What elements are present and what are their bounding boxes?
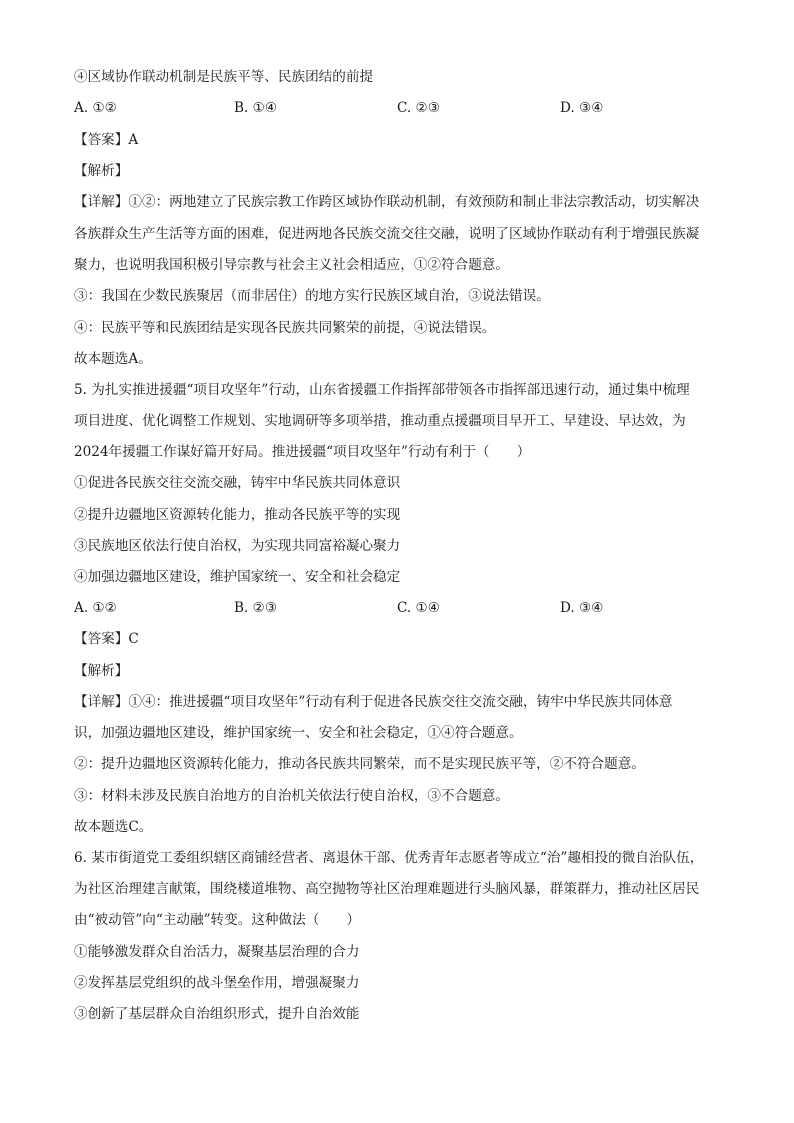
q5-detail-line: ②：提升边疆地区资源转化能力，推动各民族共同繁荣，而不是实现民族平等，②不符合题意。 — [74, 756, 645, 772]
q5-option-d: D. ③④ — [560, 600, 604, 616]
q5-item-4: ④加强边疆地区建设，维护国家统一、安全和社会稳定 — [74, 569, 401, 585]
q5-options — [74, 598, 734, 618]
q5-option-c: C. ①④ — [397, 600, 440, 616]
prev-detail-line: ③：我国在少数民族聚居（而非居住）的地方实行民族区域自治，③说法错误。 — [74, 288, 550, 304]
q5-detail-line: 识，加强边疆地区建设，维护国家统一、安全和社会稳定，①④符合题意。 — [74, 725, 523, 741]
q5-answer: 【答案】C — [74, 631, 139, 647]
prev-conclusion: 故本题选A。 — [74, 351, 152, 367]
q5-detail-line: 【详解】①④：推进援疆“项目攻坚年”行动有利于促进各民族交往交流交融，铸牢中华民族共同体意 — [74, 694, 673, 710]
prev-option-c: C. ②③ — [397, 100, 440, 116]
prev-option-b: B. ①④ — [234, 100, 278, 116]
prev-item-4: ④区域协作联动机制是民族平等、民族团结的前提 — [74, 69, 374, 85]
q5-option-a: A. ①② — [74, 600, 117, 616]
prev-option-d: D. ③④ — [560, 100, 604, 116]
q6-stem-line: 为社区治理建言献策，围绕楼道堆物、高空抛物等社区治理难题进行头脑风暴，群策群力，推动社区居民 — [74, 881, 700, 897]
q5-stem-line: 5. 为扎实推进援疆“项目攻坚年”行动，山东省援疆工作指挥部带领各市指挥部迅速行动，通过集中梳理 — [74, 382, 690, 398]
prev-detail-line: 各族群众生产生活等方面的困难，促进两地各民族交流交往交融，说明了区域协作联动有利于增强民族凝 — [74, 226, 700, 242]
q5-stem-line: 项目进度、优化调整工作规划、实地调研等多项举措，推动重点援疆项目早开工、早建设、早达效，为 — [74, 413, 686, 429]
q6-stem-line: 6. 某市街道党工委组织辖区商铺经营者、离退休干部、优秀青年志愿者等成立“治”趣相投的微自治队伍， — [74, 850, 704, 866]
prev-detail-line: ④：民族平等和民族团结是实现各民族共同繁荣的前提，④说法错误。 — [74, 320, 496, 336]
q5-conclusion: 故本题选C。 — [74, 819, 153, 835]
q6-item-3: ③创新了基层群众自治组织形式，提升自治效能 — [74, 1006, 360, 1022]
q5-item-2: ②提升边疆地区资源转化能力，推动各民族平等的实现 — [74, 507, 401, 523]
prev-detail-line: 【详解】①②：两地建立了民族宗教工作跨区域协作联动机制，有效预防和制止非法宗教活动，切实解决 — [74, 194, 700, 210]
prev-analysis-label: 【解析】 — [74, 163, 129, 179]
q5-option-b: B. ②③ — [234, 600, 278, 616]
q6-item-2: ②发挥基层党组织的战斗堡垒作用，增强凝聚力 — [74, 975, 360, 991]
q5-stem-line: 2024年援疆工作谋好篇开好局。推进援疆“项目攻坚年”行动有利于（ ） — [74, 444, 531, 460]
q5-detail-line: ③：材料未涉及民族自治地方的自治机关依法行使自治权，③不合题意。 — [74, 788, 509, 804]
q5-item-3: ③民族地区依法行使自治权，为实现共同富裕凝心聚力 — [74, 538, 401, 554]
prev-options — [74, 98, 734, 118]
q5-item-1: ①促进各民族交往交流交融，铸牢中华民族共同体意识 — [74, 475, 401, 491]
prev-detail-line: 聚力，也说明我国积极引导宗教与社会主义社会相适应，①②符合题意。 — [74, 257, 509, 273]
q6-stem-line: 由“被动管”向“主动融”转变。这种做法（ ） — [74, 912, 361, 928]
q6-item-1: ①能够激发群众自治活力，凝聚基层治理的合力 — [74, 944, 360, 960]
prev-option-a: A. ①② — [74, 100, 117, 116]
q5-analysis-label: 【解析】 — [74, 663, 129, 679]
prev-answer: 【答案】A — [74, 132, 139, 148]
